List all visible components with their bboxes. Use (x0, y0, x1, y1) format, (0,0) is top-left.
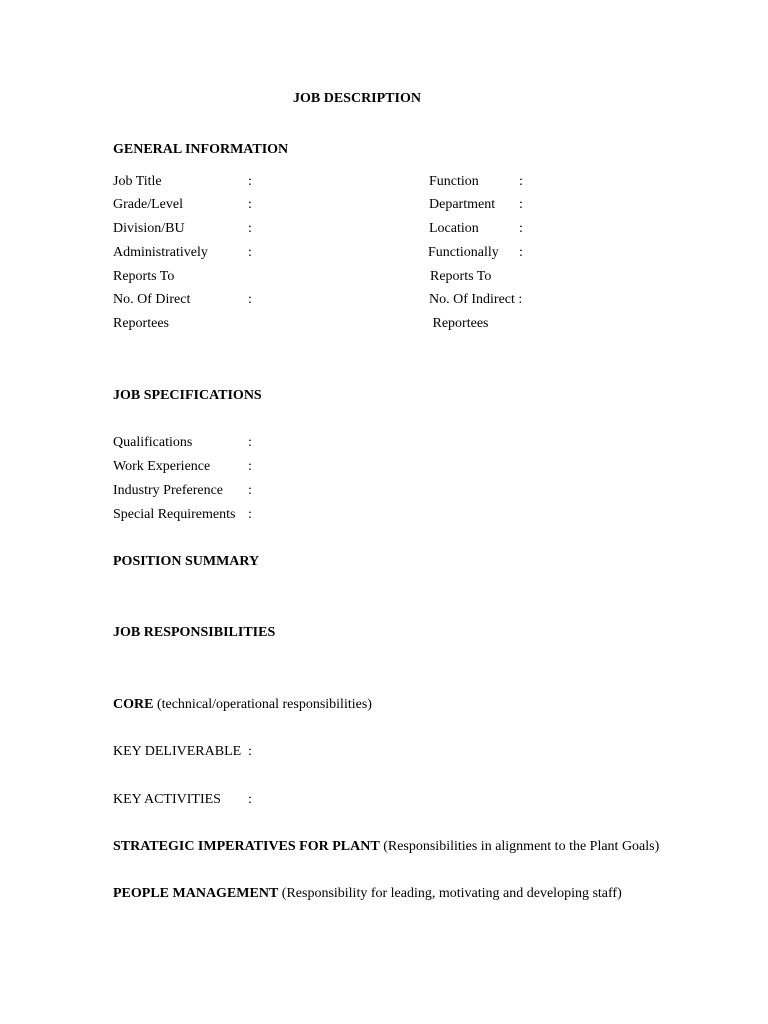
work-experience-label: Work Experience (113, 459, 211, 474)
functionally-label: Functionally (428, 245, 499, 260)
grade-level-label: Grade/Level (113, 197, 183, 212)
no-of-direct-colon: : (248, 292, 252, 307)
functionally-colon: : (519, 245, 523, 260)
function-colon: : (519, 174, 523, 189)
administratively-label: Administratively (113, 245, 208, 260)
people-management-heading: PEOPLE MANAGEMENT (113, 886, 279, 901)
job-responsibilities-heading: JOB RESPONSIBILITIES (113, 625, 276, 640)
job-specifications-heading: JOB SPECIFICATIONS (113, 388, 262, 403)
strategic-imperatives-line (113, 839, 659, 855)
department-colon: : (519, 197, 523, 212)
job-title-label: Job Title (113, 174, 162, 189)
core-line (113, 697, 372, 713)
administratively-colon: : (248, 245, 252, 260)
reports-to-func-label: Reports To (430, 269, 492, 284)
division-bu-colon: : (248, 221, 252, 236)
location-colon: : (519, 221, 523, 236)
indirect-reportees-label: Reportees (429, 316, 489, 331)
location-label: Location (429, 221, 479, 236)
document-title: JOB DESCRIPTION (293, 91, 421, 106)
work-experience-colon: : (248, 459, 252, 474)
department-label: Department (429, 197, 496, 212)
reports-to-admin-label: Reports To (113, 269, 175, 284)
direct-reportees-label: Reportees (113, 316, 169, 331)
qualifications-colon: : (248, 435, 252, 450)
general-information-heading: GENERAL INFORMATION (113, 142, 289, 157)
core-heading: CORE (113, 697, 154, 712)
industry-preference-label: Industry Preference (113, 483, 224, 498)
key-activities-colon: : (248, 792, 252, 807)
qualifications-label: Qualifications (113, 435, 193, 450)
industry-preference-colon: : (248, 483, 252, 498)
people-management-line (113, 886, 622, 902)
people-management-description: (Responsibility for leading, motivating and developing staff) (278, 886, 622, 901)
strategic-imperatives-description: (Responsibilities in alignment to the Plant Goals) (379, 839, 660, 854)
special-requirements-colon: : (248, 507, 252, 522)
position-summary-heading: POSITION SUMMARY (113, 554, 260, 569)
key-activities-label: KEY ACTIVITIES (113, 792, 221, 807)
grade-level-colon: : (248, 197, 252, 212)
division-bu-label: Division/BU (113, 221, 185, 236)
key-deliverable-colon: : (248, 744, 252, 759)
no-of-direct-label: No. Of Direct (113, 292, 191, 307)
key-deliverable-label: KEY DELIVERABLE (113, 744, 242, 759)
function-label: Function (429, 174, 479, 189)
core-description: (technical/operational responsibilities) (153, 697, 372, 712)
no-of-indirect-label: No. Of Indirect : (429, 292, 523, 307)
job-title-colon: : (248, 174, 252, 189)
special-requirements-label: Special Requirements (113, 507, 236, 522)
strategic-imperatives-heading: STRATEGIC IMPERATIVES FOR PLANT (113, 839, 380, 854)
